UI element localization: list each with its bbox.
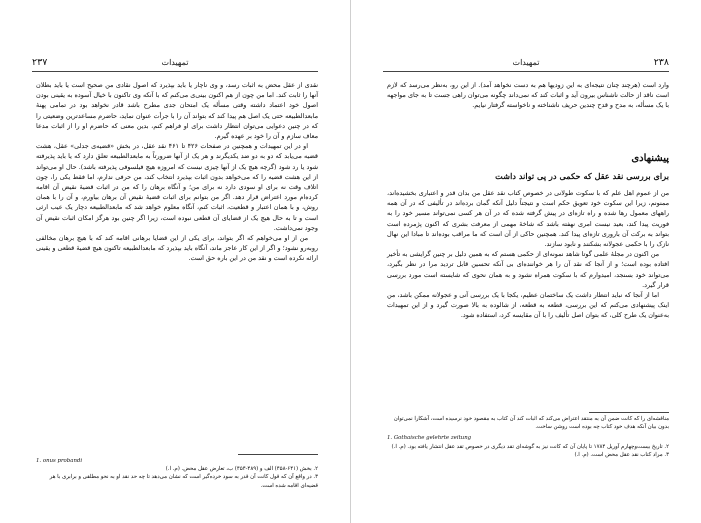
left-paragraph: من از او می‌خواهم که اگر بتواند، برای یکی از این قضایا برهانی اقامه کند که با هیچ برهان مخالفی روبه‌رو نشود؛ و اگر از این کار عاجز ماند، آنگاه باید بپذیرد که مابعدالطبیعه تاکنون هیچ قضیهٔ قطعی و یقینی ارائه نکرده است و نقد من در این باره حق است.	[36, 234, 318, 263]
right-footnotes	[387, 415, 669, 459]
left-page	[0, 0, 350, 523]
left-footnote: 1. onus probandi	[36, 458, 83, 464]
right-opening-paragraph: وارد است (هرچند چنان نتیجه‌ای به این زودیها هم به دست نخواهد آمد). از این رو، به‌نظر می‌رسد که لازم است ناقد از حالت ناشناس بیرون آید و اثبات کند که نمی‌داند چگونه می‌توان راهی جست تا به جای مواجهه با یک مسأله، به مدح و قدح چندین حریف ناشناخته و ناخواسته گرفتار نیایم.	[387, 81, 669, 110]
right-page-number: ۲۳۸	[653, 57, 669, 68]
left-footnote: ۳. در واقع آن که قول کانت آن قدر به سود خرده‌گیر است که نشان می‌دهد تا چه حد نقد او به نحو مطلقی و برابری با هر قضیه‌ای اقامه شده است.	[49, 474, 318, 489]
left-paragraph: او در این تمهیدات و همچنین در صفحات ۴۲۶ تا ۴۶۱ نقد عقل، در بخش «قضیه‌ی جدلی» عقل، هشت قضیه می‌یابد که دو به دو ضد یکدیگرند و هر یک از آنها ضرورتاً به مابعدالطبیعه تعلق دارد که یا باید پذیرفته شود یا رد شود (گرچه هیچ یک از آنها چیزی نیست که امروزه هیچ فیلسوفی پذیرفته باشد). حال او می‌تواند از این هشت قضیه را که می‌خواهد بدون اثبات بپذیرد انتخاب کند، من حرفی ندارم، اما فقط یکی را، چون اتلاف وقت نه برای او سودی دارد نه برای من؛ و آنگاه برهان را که من در اثبات قضیهٔ نقیض آن اقامه کرده‌ام مورد اعتراض قرار دهد. اگر من بتوانم برای اثبات قضیهٔ نقیض آن برهان بیاورم، و آن را با همان روش، و با همان اعتبار و قطعیت، اثبات کنم، آنگاه معلوم خواهد شد که مابعدالطبیعه دچار یک عیب ارثی است و تا به حال هیچ یک از قضایای آن قطعی نبوده است، زیرا اگر چنین بود هرگز امکان اثبات نقیض آن وجود نمی‌داشت.	[36, 142, 318, 232]
right-body-text	[387, 188, 669, 321]
left-footnotes	[36, 457, 318, 490]
right-running-title: تمهیدات	[512, 58, 540, 67]
right-page	[351, 0, 701, 523]
right-page-header	[383, 56, 669, 70]
right-paragraph: من اکنون در مجلهٔ علمی گوتا شاهد نمونه‌ای از حکمی هستم که به همین دلیل بر چنین گرایشی به تأخیر افتاده بوده است؛ و از آنجا که نقد آن را هر خواننده‌ای بی آنکه تحسین قابل تردید مرا در نظر بگیرد، می‌تواند خود بسنجد، امیدوارم که با سکوت همراه نشود و به همان نحوی که شایسته است مورد بررسی قرار گیرد.	[387, 250, 669, 289]
section-title: پیشنهادی	[631, 153, 669, 164]
right-footnote-rule	[589, 412, 669, 413]
left-page-header	[32, 56, 318, 70]
right-header-rule	[383, 71, 669, 72]
right-paragraph: اما از آنجا که نباید انتظار داشت یک ساختمان عظیم، یکجا با یک بررسی آنی و عجولانه ممکن باشد، من اینک پیشنهادی می‌کنم که این بررسی، قطعه به قطعه، از شالوده به بالا صورت گیرد و از این تمهیدات به‌عنوان یک طرح کلی، که بتوان اصل تألیف را با آن مقایسه کرد، استفاده شود.	[387, 291, 669, 320]
left-paragraph: نقدی از عقل محض به اثبات رسد، و وی ناچار یا باید بپذیرد که اصول نقادی من صحیح است یا باید بطلان آنها را ثابت کند. اما من چون از هم اکنون بینی‌ی می‌کنم که با آنکه وی تاکنون با خیال آسوده به یقینی بودن اصول خود اعتماد داشته وقتی مسأله یک امتحان جدی مطرح باشد قادر نخواهد بود در تمامی پهنهٔ مابعدالطبیعه حتی یک اصل هم پیدا کند که بتواند آن را با جرأت عنوان نماید، حاضرم مساعدترین وضعیتی را که در چنین دعوایی می‌توان انتظار داشت برای او فراهم کنم، بدین معنی که حاضرم او را از اثبات مدعا معاف سازم و آن را خود بر عهده گیرم.	[36, 81, 318, 141]
left-header-rule	[32, 71, 318, 72]
left-footnote-rule	[238, 454, 318, 455]
left-running-title: تمهیدات	[161, 58, 189, 67]
left-page-number: ۲۳۷	[32, 57, 48, 68]
right-footnote: ۳. مراد کتاب نقد عقل محض است. (م. ا.)	[574, 451, 669, 458]
right-opening-text	[387, 80, 669, 111]
section-subtitle: برای بررسی نقد عقل که حکمی در پی تواند داشت	[495, 171, 669, 181]
right-footnote: مناقشه‌ای را که کانت ضمن آن به منتقد اعتراض می‌کند که اثبات کند آن کتاب به مقصود خود نرسیده است، آشکارا نمی‌توان بدون بیان آنکه هدف خود کتاب چه بوده است روشن ساخت.	[393, 416, 669, 431]
right-paragraph: من از عموم اهل علم که با سکوت طولانی در خصوص کتاب نقد عقل من بدان قدر و اعتباری بخشیده‌اند، ممنونم، زیرا این سکوت خود تعویق حکم است و نتیجتاً دلیل آنکه گمان برده‌اند در تألیفی که در آن همه راههای معمول رها شده و راه تازه‌ای در پیش گرفته شده که در آن هر کسی نمی‌تواند مسیر خود را به فوریت پیدا کند، بعید نیست امری نهفته باشد که شاخهٔ مهمی از معرفت بشری که اکنون پژمرده است بتواند به برکت آن باروری تازه‌ای پیدا کند. همچنین حاکی از آن است که ما مراقب بوده‌اند تا مبادا این نهال نازک را با حکمی عجولانه بشکنند و نابود سازند.	[387, 189, 669, 249]
left-footnote: ۲. بخش (۶۴۱-۴۵۸) الف و (۴۸۹-۴۵۴) ب، تعارض عقل محض. (م. ا.)	[165, 466, 318, 473]
right-footnote: 1. Gothaische gelehrte zeitung	[387, 435, 472, 442]
left-body-text	[36, 80, 318, 264]
right-footnote: ۲. تاریخ بیست‌وچهارم آوریل ۱۷۸۴ تا پایان آن که کانت نیز به گوشه‌ای تقد دیگری در خصوص تقد عقل انتشار یافته بود. (م. ا.)	[391, 443, 669, 450]
